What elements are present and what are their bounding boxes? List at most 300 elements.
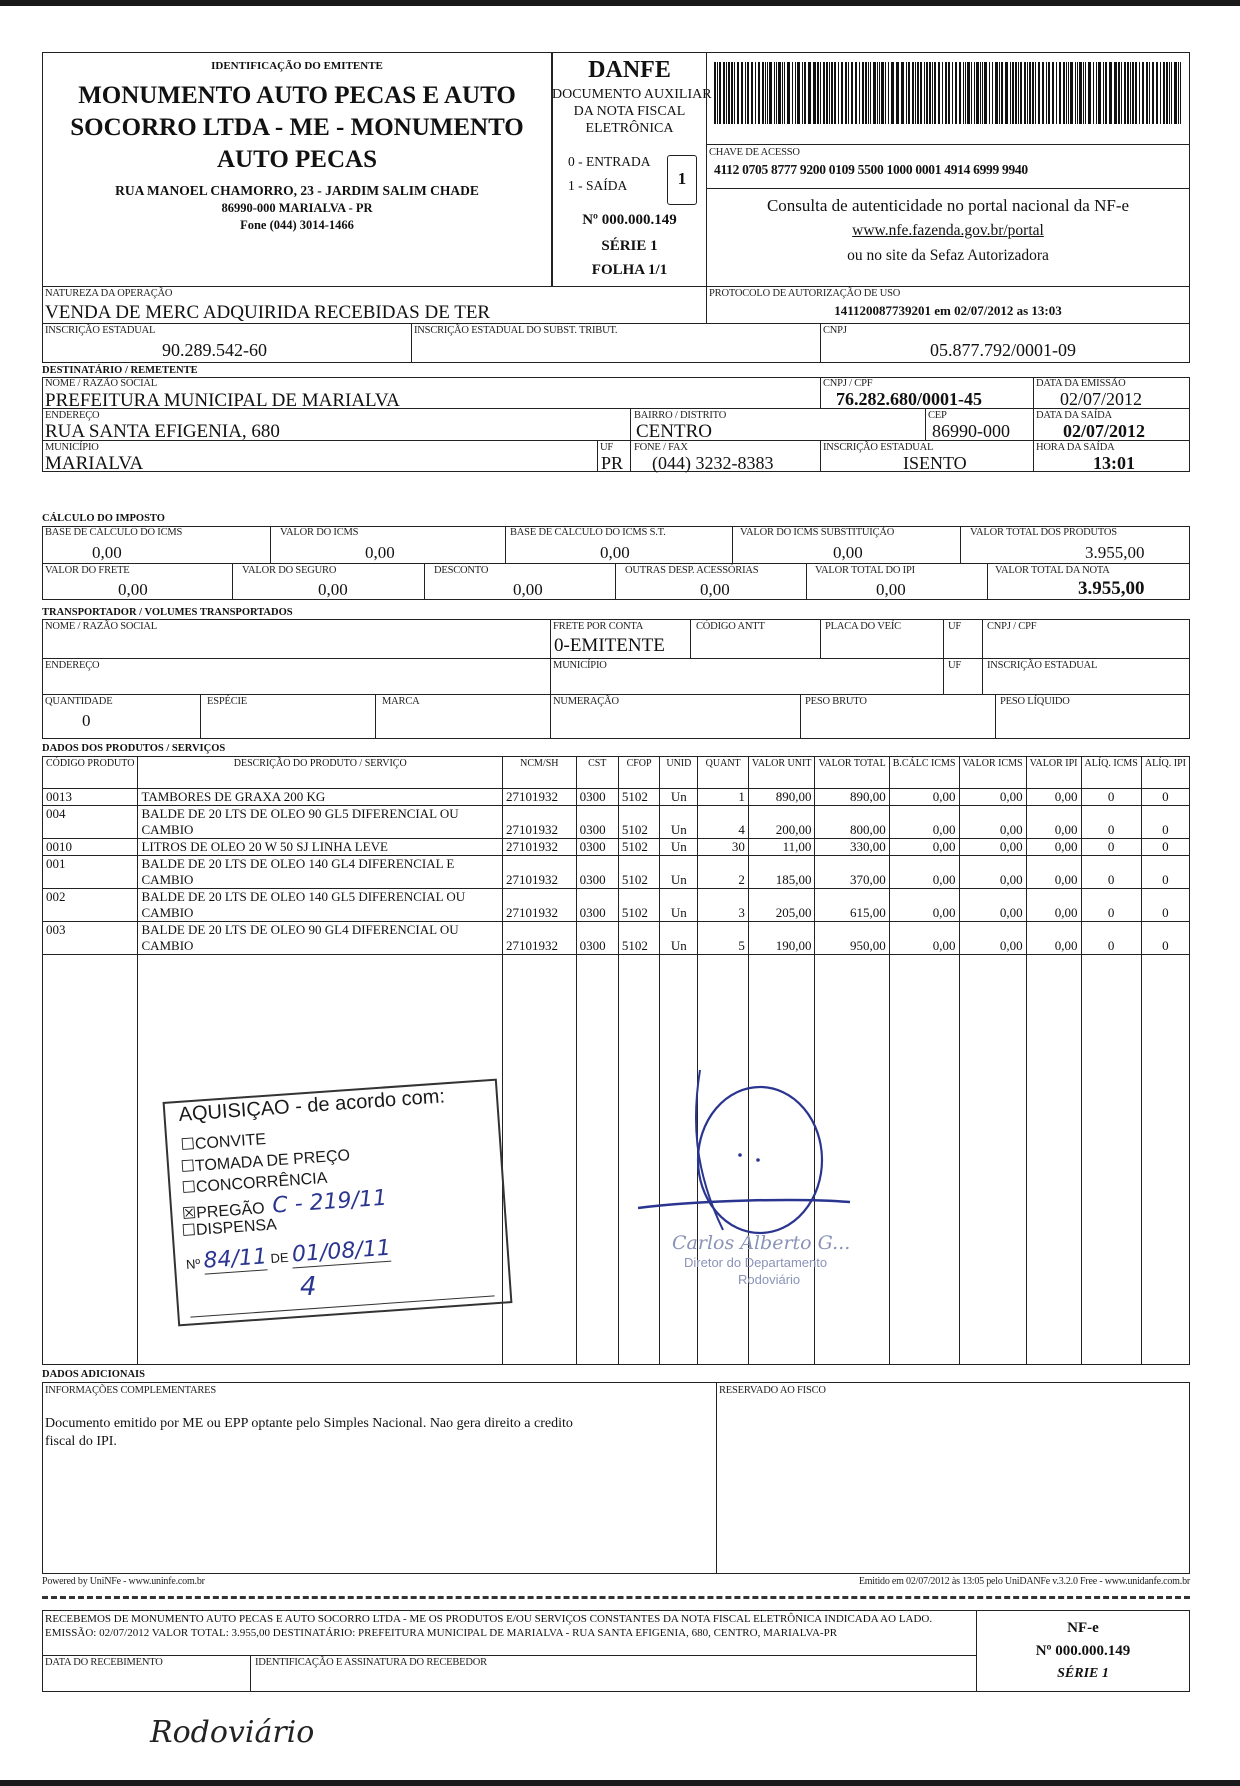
product-valor-total: 890,00 <box>815 789 889 806</box>
barcode-bar <box>974 62 976 124</box>
barcode-bar <box>982 62 984 124</box>
reservado-fisco-box <box>716 1382 1190 1574</box>
barcode-bar <box>1010 62 1011 124</box>
barcode-bar <box>855 62 857 124</box>
icms-base-value: 0,00 <box>92 543 122 562</box>
barcode-bar <box>795 62 797 124</box>
barcode-bar <box>1169 62 1170 124</box>
transp-ie-label: INSCRIÇÃO ESTADUAL <box>987 660 1098 671</box>
barcode-bar <box>1038 62 1040 124</box>
divider <box>706 188 1190 189</box>
barcode-bar <box>945 62 947 124</box>
barcode-bar <box>792 62 793 124</box>
info-complementares-label: INFORMAÇÕES COMPLEMENTARES <box>45 1385 217 1396</box>
barcode-bar <box>1085 62 1087 124</box>
barcode-bar <box>984 62 986 124</box>
product-valor-unit: 185,00 <box>748 856 815 889</box>
empty-cell <box>959 955 1026 1365</box>
product-bcalc-icms: 0,00 <box>889 806 959 839</box>
barcode-bar <box>1070 62 1072 124</box>
product-aliq-ipi: 0 <box>1141 839 1189 856</box>
danfe-tipo-box: 1 <box>667 155 697 205</box>
product-codigo: 0013 <box>43 789 138 806</box>
icms-base-label: BASE DE CÁLCULO DO ICMS <box>45 527 183 538</box>
product-descricao: BALDE DE 20 LTS DE OLEO 90 GL5 DIFERENCIAL OU CAMBIO <box>138 806 503 839</box>
barcode-bar <box>1063 62 1065 124</box>
barcode-bar <box>1059 62 1061 124</box>
seguro-label: VALOR DO SEGURO <box>242 565 337 576</box>
barcode-bar <box>1135 62 1137 124</box>
product-row <box>43 856 1190 889</box>
danfe-numero: Nº 000.000.149 <box>582 212 677 228</box>
barcode-bar <box>879 62 881 124</box>
product-cst: 0300 <box>576 889 618 922</box>
product-valor-unit: 890,00 <box>748 789 815 806</box>
dest-uf-label: UF <box>600 442 614 453</box>
product-cst: 0300 <box>576 922 618 955</box>
pregao-handwritten: C - 219/11 <box>271 1185 388 1219</box>
frete-label: VALOR DO FRETE <box>45 565 130 576</box>
dest-endereco-label: ENDEREÇO <box>45 410 100 421</box>
product-valor-ipi: 0,00 <box>1026 856 1081 889</box>
barcode-bar <box>1083 62 1084 124</box>
transp-cnpj-label: CNPJ / CPF <box>987 621 1037 632</box>
barcode-bar <box>885 62 886 124</box>
barcode-bar <box>1001 62 1003 124</box>
barcode-bar <box>737 62 739 124</box>
empty-cell <box>503 955 577 1365</box>
product-row <box>43 839 1190 856</box>
dest-hora-label: HORA DA SAÍDA <box>1036 442 1115 453</box>
signature-stamp-role-2: Rodoviário <box>738 1272 801 1287</box>
divider <box>995 694 996 739</box>
divider <box>42 1655 977 1656</box>
barcode-bar <box>897 62 899 124</box>
col-aliq-icms: ALÍQ. ICMS <box>1081 757 1141 789</box>
dest-bairro-label: BAIRRO / DISTRITO <box>634 410 727 421</box>
produtos-header-row <box>43 757 1190 789</box>
divider <box>1033 377 1034 472</box>
product-ncm: 27101932 <box>503 789 577 806</box>
divider <box>960 526 961 563</box>
product-valor-ipi: 0,00 <box>1026 789 1081 806</box>
danfe-subtitle-3: ELETRÔNICA <box>585 121 674 136</box>
product-aliq-ipi: 0 <box>1141 806 1189 839</box>
canhoto-data-label: DATA DO RECEBIMENTO <box>45 1657 163 1668</box>
barcode-bar <box>1068 62 1070 124</box>
transp-frete-value: 0-EMITENTE <box>554 635 665 656</box>
barcode-bar <box>1032 62 1034 124</box>
divider <box>250 1655 251 1692</box>
aquisicao-option-label: DISPENSA <box>195 1216 278 1239</box>
barcode-bar <box>1088 62 1090 124</box>
divider <box>706 144 1190 145</box>
product-valor-ipi: 0,00 <box>1026 889 1081 922</box>
barcode-bar <box>965 62 967 124</box>
empty-cell <box>576 955 618 1365</box>
product-descricao: TAMBORES DE GRAXA 200 KG <box>138 789 503 806</box>
col-bcalc-icms: B.CÁLC ICMS <box>889 757 959 789</box>
barcode-bar <box>924 62 925 124</box>
barcode-bar <box>906 62 907 124</box>
checkbox-icon: ☐ <box>180 1157 196 1176</box>
product-aliq-icms: 0 <box>1081 806 1141 839</box>
product-quant: 5 <box>698 922 748 955</box>
canhoto-serie: SÉRIE 1 <box>1057 1666 1109 1681</box>
barcode-bar <box>1121 62 1122 124</box>
barcode-bar <box>1146 62 1148 124</box>
barcode-bar <box>1118 62 1120 124</box>
transp-peso-liquido-label: PESO LÍQUIDO <box>1000 696 1070 707</box>
outras-desp-value: 0,00 <box>700 580 730 599</box>
aquisicao-data-hand: 01/08/11 <box>291 1235 392 1268</box>
barcode-bar <box>1139 62 1140 124</box>
empty-cell <box>889 955 959 1365</box>
product-aliq-icms: 0 <box>1081 789 1141 806</box>
barcode-bar <box>881 62 883 124</box>
danfe-folha: FOLHA 1/1 <box>591 262 668 278</box>
desconto-label: DESCONTO <box>434 565 489 576</box>
empty-cell <box>1141 955 1189 1365</box>
transp-antt-label: CÓDIGO ANTT <box>696 621 765 632</box>
danfe-subtitle-2: DA NOTA FISCAL <box>573 104 686 119</box>
icms-valor-label: VALOR DO ICMS <box>280 527 359 538</box>
barcode-bar <box>1166 62 1168 124</box>
barcode-bar <box>831 62 833 124</box>
divider <box>424 563 425 600</box>
aquisicao-option-label: PREGÃO <box>195 1199 266 1222</box>
dest-municipio-label: MUNICÍPIO <box>45 442 99 453</box>
barcode-bar <box>841 62 843 124</box>
seguro-value: 0,00 <box>318 580 348 599</box>
product-aliq-icms: 0 <box>1081 922 1141 955</box>
col-ncm: NCM/SH <box>503 757 577 789</box>
consulta-text: Consulta de autenticidade no portal nacional da NF-e <box>766 196 1130 215</box>
product-ncm: 27101932 <box>503 889 577 922</box>
divider <box>42 563 1190 564</box>
transp-municipio-label: MUNICÍPIO <box>553 660 607 671</box>
barcode-bar <box>1066 62 1067 124</box>
col-descricao: DESCRIÇÃO DO PRODUTO / SERVIÇO <box>138 757 503 789</box>
consulta-sefaz: ou no site da Sefaz Autorizadora <box>847 247 1049 264</box>
transp-nome-label: NOME / RAZÃO SOCIAL <box>45 621 157 632</box>
consulta-link[interactable]: www.nfe.fazenda.gov.br/portal <box>852 222 1044 239</box>
powered-by-text: Powered by UniNFe - www.uninfe.com.br <box>42 1576 205 1587</box>
barcode-bar <box>952 62 953 124</box>
empty-cell <box>1026 955 1081 1365</box>
product-cfop: 5102 <box>618 889 659 922</box>
barcode-bar <box>774 62 775 124</box>
ie-label: INSCRIÇÃO ESTADUAL <box>45 325 156 336</box>
barcode-bar <box>959 62 961 124</box>
barcode-bar <box>823 62 825 124</box>
barcode-bar <box>1098 62 1100 124</box>
product-row <box>43 789 1190 806</box>
barcode-bar <box>834 62 836 124</box>
barcode-bar <box>926 62 928 124</box>
barcode-bar <box>1105 62 1107 124</box>
dest-ie-value: ISENTO <box>903 453 967 473</box>
barcode-bar <box>862 62 864 124</box>
imposto-section-label: CÁLCULO DO IMPOSTO <box>42 513 165 524</box>
barcode-bar <box>769 62 771 124</box>
product-row <box>43 806 1190 839</box>
dest-nome-label: NOME / RAZÃO SOCIAL <box>45 378 157 389</box>
product-codigo: 002 <box>43 889 138 922</box>
barcode-bar <box>1132 62 1134 124</box>
checked-box-icon: ☒ <box>181 1204 197 1223</box>
barcode-bar <box>728 62 730 124</box>
product-descricao: BALDE DE 20 LTS DE OLEO 90 GL4 DIFERENCIAL OU CAMBIO <box>138 922 503 955</box>
divider <box>200 694 201 739</box>
ie-value: 90.289.542-60 <box>162 340 267 360</box>
canhoto-numero: Nº 000.000.149 <box>1035 1643 1131 1659</box>
product-ncm: 27101932 <box>503 839 577 856</box>
barcode-bar <box>755 62 756 124</box>
barcode-bar <box>963 62 964 124</box>
checkbox-icon: ☐ <box>180 1135 196 1154</box>
product-bcalc-icms: 0,00 <box>889 889 959 922</box>
barcode-bar <box>1178 62 1179 124</box>
chave-value: 4112 0705 8777 9200 0109 5500 1000 0001 4914 6999 9940 <box>714 162 1028 177</box>
product-valor-icms: 0,00 <box>959 789 1026 806</box>
col-valor-total: VALOR TOTAL <box>815 757 889 789</box>
transp-placa-label: PLACA DO VEÍC <box>825 621 901 632</box>
product-aliq-ipi: 0 <box>1141 889 1189 922</box>
barcode-bar <box>1130 62 1131 124</box>
barcode-bar <box>917 62 919 124</box>
emitente-name-3: AUTO PECAS <box>217 146 377 173</box>
emitente-name-2: SOCORRO LTDA - ME - MONUMENTO <box>70 114 524 141</box>
total-nota-label: VALOR TOTAL DA NOTA <box>995 565 1110 576</box>
divider <box>732 526 733 563</box>
total-produtos-value: 3.955,00 <box>1085 543 1145 562</box>
barcode-bar <box>1029 62 1031 124</box>
barcode-bar <box>976 62 978 124</box>
info-complementares-text: Documento emitido por ME ou EPP optante pelo Simples Nacional. Nao gera direito a credito fiscal do IPI. <box>45 1416 573 1449</box>
product-valor-ipi: 0,00 <box>1026 922 1081 955</box>
produtos-section-label: DADOS DOS PRODUTOS / SERVIÇOS <box>42 743 226 754</box>
barcode-bar <box>1035 62 1036 124</box>
barcode-bar <box>1077 62 1079 124</box>
product-ncm: 27101932 <box>503 856 577 889</box>
barcode-bar <box>1027 62 1028 124</box>
barcode-bar <box>726 62 727 124</box>
product-aliq-ipi: 0 <box>1141 789 1189 806</box>
danfe-serie: SÉRIE 1 <box>601 238 658 254</box>
icms-st-base-label: BASE DE CÁLCULO DO ICMS S.T. <box>510 527 666 538</box>
product-codigo: 004 <box>43 806 138 839</box>
outras-desp-label: OUTRAS DESP. ACESSÓRIAS <box>625 565 759 576</box>
barcode-bar <box>829 62 830 124</box>
barcode-bar <box>731 62 733 124</box>
empty-cell <box>43 955 138 1365</box>
col-cst: CST <box>576 757 618 789</box>
barcode-bar <box>797 62 799 124</box>
cnpj-value: 05.877.792/0001-09 <box>930 340 1076 360</box>
dest-bairro-value: CENTRO <box>636 421 712 442</box>
barcode-bar <box>741 62 743 124</box>
col-cfop: CFOP <box>618 757 659 789</box>
product-row <box>43 922 1190 955</box>
barcode-bar <box>1046 62 1047 124</box>
product-unid: Un <box>660 839 698 856</box>
product-codigo: 001 <box>43 856 138 889</box>
barcode-bar <box>1020 62 1022 124</box>
checkbox-icon: ☐ <box>180 1178 197 1197</box>
transp-frete-label: FRETE POR CONTA <box>553 621 644 632</box>
barcode-bar <box>891 62 893 124</box>
product-valor-total: 615,00 <box>815 889 889 922</box>
divider <box>42 658 1190 659</box>
transp-quantidade-value: 0 <box>82 711 91 730</box>
barcode-bar <box>955 62 957 124</box>
barcode-bar <box>1042 62 1044 124</box>
aquisicao-numero-prefix: Nº <box>185 1255 201 1272</box>
dest-saida-label: DATA DA SAÍDA <box>1036 410 1112 421</box>
barcode-bar <box>1075 62 1076 124</box>
product-bcalc-icms: 0,00 <box>889 856 959 889</box>
product-bcalc-icms: 0,00 <box>889 922 959 955</box>
product-ncm: 27101932 <box>503 922 577 955</box>
emitido-text: Emitido em 02/07/2012 às 13:05 pelo UniDANFe v.3.2.0 Free - www.unidanfe.com.br <box>858 1576 1190 1587</box>
col-unid: UNID <box>660 757 698 789</box>
signature-stamp-name: Carlos Alberto G... <box>672 1232 851 1254</box>
aquisicao-title: AQUISIÇAO - de acordo com: <box>178 1085 446 1126</box>
product-quant: 4 <box>698 806 748 839</box>
barcode-bar <box>920 62 922 124</box>
chave-label: CHAVE DE ACESSO <box>709 147 800 158</box>
barcode-bar <box>817 62 819 124</box>
transp-endereco-label: ENDEREÇO <box>45 660 100 671</box>
product-descricao: BALDE DE 20 LTS DE OLEO 140 GL5 DIFERENCIAL OU CAMBIO <box>138 889 503 922</box>
barcode-bar <box>1018 62 1019 124</box>
transp-marca-label: MARCA <box>382 696 420 707</box>
divider <box>375 694 376 739</box>
divider <box>690 619 691 658</box>
signature-stamp-role-1: Diretor do Departamento <box>684 1255 828 1270</box>
danfe-entrada: 0 - ENTRADA <box>568 154 651 169</box>
barcode-bar <box>826 62 828 124</box>
col-quant: QUANT <box>698 757 748 789</box>
product-cst: 0300 <box>576 789 618 806</box>
divider <box>630 408 631 472</box>
product-cfop: 5102 <box>618 789 659 806</box>
divider <box>232 563 233 600</box>
divider <box>925 408 926 440</box>
divider <box>806 563 807 600</box>
barcode-bar <box>751 62 753 124</box>
scan-bottom-edge <box>0 1780 1240 1786</box>
barcode-bar <box>1124 62 1126 124</box>
divider <box>505 526 506 563</box>
product-valor-total: 950,00 <box>815 922 889 955</box>
product-aliq-ipi: 0 <box>1141 856 1189 889</box>
barcode-bar <box>1093 62 1094 124</box>
divider <box>597 440 598 472</box>
product-quant: 2 <box>698 856 748 889</box>
barcode-bar <box>747 62 749 124</box>
barcode-bar <box>870 62 872 124</box>
product-valor-icms: 0,00 <box>959 922 1026 955</box>
barcode-bar <box>734 62 735 124</box>
barcode-bar <box>1163 62 1165 124</box>
barcode-bar <box>778 62 780 124</box>
product-cfop: 5102 <box>618 856 659 889</box>
dest-ie-label: INSCRIÇÃO ESTADUAL <box>823 442 934 453</box>
barcode-bar <box>896 62 897 124</box>
icms-st-valor-label: VALOR DO ICMS SUBSTITUIÇÃO <box>740 527 895 538</box>
barcode-bar <box>1109 62 1111 124</box>
barcode-bar <box>838 62 839 124</box>
dest-cep-value: 86990-000 <box>932 421 1010 441</box>
barcode-bar <box>938 62 940 124</box>
barcode-bar <box>989 62 990 124</box>
product-aliq-ipi: 0 <box>1141 922 1189 955</box>
scan-top-edge <box>0 0 1240 6</box>
product-unid: Un <box>660 856 698 889</box>
icms-valor-value: 0,00 <box>365 543 395 562</box>
transp-peso-bruto-label: PESO BRUTO <box>805 696 867 707</box>
frete-value: 0,00 <box>118 580 148 599</box>
divider <box>42 694 1190 695</box>
product-aliq-icms: 0 <box>1081 839 1141 856</box>
product-cst: 0300 <box>576 806 618 839</box>
product-codigo: 003 <box>43 922 138 955</box>
protocolo-value: 141120087739201 em 02/07/2012 as 13:03 <box>834 303 1062 318</box>
barcode-bar <box>1142 62 1144 124</box>
product-descricao: BALDE DE 20 LTS DE OLEO 140 GL4 DIFERENCIAL E CAMBIO <box>138 856 503 889</box>
barcode-bar <box>980 62 981 124</box>
divider <box>820 619 821 658</box>
barcode-bar <box>804 62 806 124</box>
barcode-bar <box>877 62 878 124</box>
product-codigo: 0010 <box>43 839 138 856</box>
barcode-bar <box>948 62 950 124</box>
divider <box>550 619 551 739</box>
dest-emissao-value: 02/07/2012 <box>1060 389 1143 409</box>
icms-st-base-value: 0,00 <box>600 543 630 562</box>
total-produtos-label: VALOR TOTAL DOS PRODUTOS <box>970 527 1117 538</box>
barcode-bar <box>1052 62 1054 124</box>
product-ncm: 27101932 <box>503 806 577 839</box>
cut-line <box>42 1596 1190 1599</box>
aquisicao-numero-hand: 84/11 <box>202 1244 268 1274</box>
natureza-value: VENDA DE MERC ADQUIRIDA RECEBIDAS DE TER <box>45 302 491 323</box>
product-row <box>43 889 1190 922</box>
product-cst: 0300 <box>576 856 618 889</box>
product-valor-icms: 0,00 <box>959 839 1026 856</box>
product-valor-unit: 11,00 <box>748 839 815 856</box>
barcode-bar <box>971 62 972 124</box>
barcode-bar <box>814 62 816 124</box>
barcode-bar <box>1024 62 1026 124</box>
dest-cep-label: CEP <box>928 410 947 421</box>
product-unid: Un <box>660 806 698 839</box>
dest-hora-value: 13:01 <box>1093 453 1135 473</box>
product-valor-total: 370,00 <box>815 856 889 889</box>
barcode-bar <box>714 62 716 124</box>
product-descricao: LITROS DE OLEO 20 W 50 SJ LINHA LEVE <box>138 839 503 856</box>
barcode-bar <box>719 62 721 124</box>
barcode-bar <box>802 62 803 124</box>
barcode-bar <box>967 62 969 124</box>
product-valor-total: 800,00 <box>815 806 889 839</box>
barcode-bar <box>912 62 914 124</box>
destinatario-section-label: DESTINATÁRIO / REMETENTE <box>42 365 198 376</box>
barcode-bar <box>762 62 764 124</box>
product-valor-total: 330,00 <box>815 839 889 856</box>
